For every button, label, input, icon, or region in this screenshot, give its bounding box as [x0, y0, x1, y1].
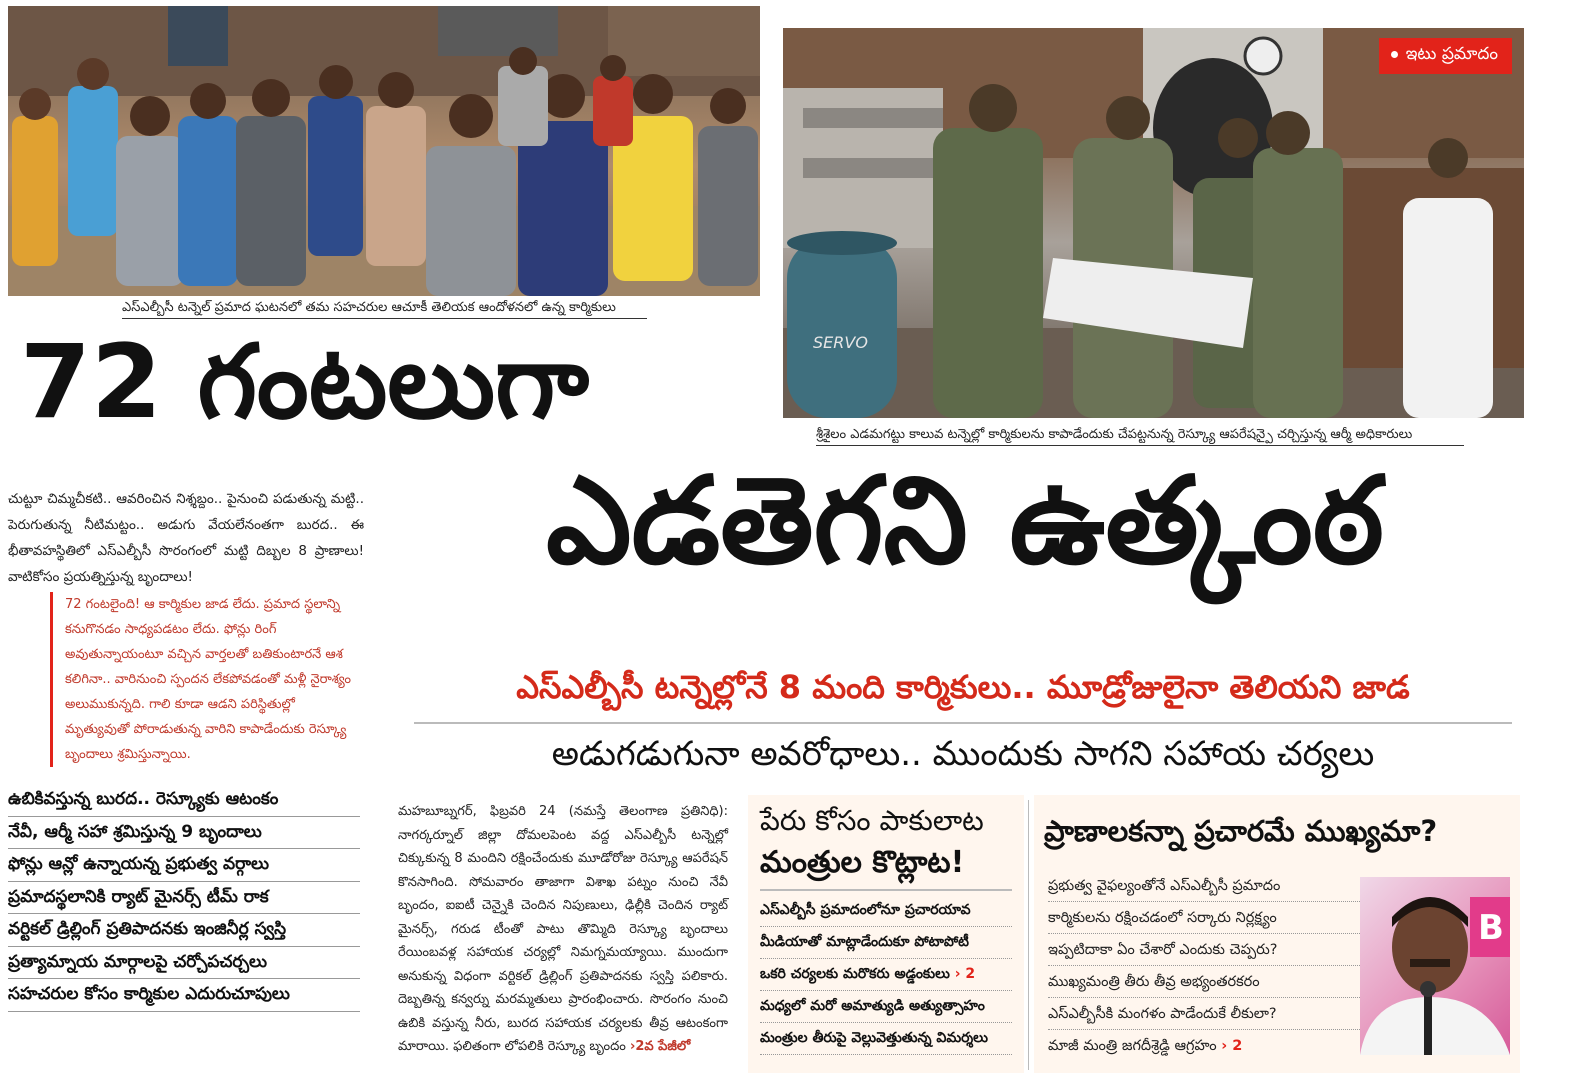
key-points-list: [8, 784, 360, 1012]
ministers-box-item: మీడియాతో మాట్లాడేందుకూ పోటాపోటీ: [760, 927, 1012, 959]
continued-link[interactable]: ›2వ పేజీలో: [630, 1039, 691, 1054]
bullet-icon: [1391, 51, 1398, 58]
subheadline-black: అడుగడుగునా అవరోధాలు.. ముందుకు సాగని సహాయ చర్యలు: [551, 734, 1375, 774]
headline-line2: ఎడతెగని ఉత్కంఠ: [546, 452, 1384, 591]
intro-paragraph: చుట్టూ చిమ్మచీకటి.. ఆవరించిన నిశ్శబ్దం.. పైనుంచి పడుతున్న మట్టి.. పెరుగుతున్న నీటిమట్టం.. అడుగు వేయలేనంతగా బురద.. ఈ భీతావహస్థితిలో ఎస్ఎల్బీసీ సొరంగంలో మట్టి దిబ్బల 8 ప్రాణాలు! వాటికోసం ప్రయత్నిస్తున్న బృందాలు!: [8, 491, 364, 585]
opposition-box-item: కార్మికులను రక్షించడంలో సర్కారు నిర్లక్ష్యం: [1048, 903, 1362, 934]
key-point: ఉబికివస్తున్న బురద.. రెస్క్యూకు ఆటంకం: [8, 784, 360, 817]
headline-line1: 72 గంటలుగా: [20, 323, 589, 442]
article-body: [398, 800, 728, 1059]
section-badge-label: ఇటు ప్రమాదం: [1405, 44, 1498, 64]
opposition-box: [1034, 795, 1520, 1073]
opposition-box-item: మాజీ మంత్రి జగదీశ్రెడ్డి ఆగ్రహం › 2: [1048, 1038, 1243, 1054]
ministers-box-item: మధ్యలో మరో అమాత్యుడి అత్యుత్సాహం: [760, 991, 1012, 1023]
drum-label: SERVO: [813, 333, 868, 352]
workers-crowd-illustration: [8, 6, 760, 296]
ministers-box-item: మంత్రుల తీరుపై వెల్లువెత్తుతున్న విమర్శలు: [760, 1023, 1012, 1055]
subheadline-red: ఎస్ఎల్బీసీ టన్నెల్లోనే 8 మంది కార్మికులు.. మూడ్రోజులైనా తెలియని జాడ: [414, 668, 1512, 724]
svg-text:B: B: [1478, 908, 1504, 948]
key-point: ఫోన్లు ఆన్లో ఉన్నాయన్న ప్రభుత్వ వర్గాలు: [8, 849, 360, 882]
photo1-caption: ఎస్ఎల్బీసీ టన్నెల్ ప్రమాద ఘటనలో తమ సహచరుల ఆచూకీ తెలియక ఆందోళనలో ఉన్న కార్మికులు: [122, 300, 647, 319]
workers-protest-photo: [8, 6, 760, 296]
ministers-box-item: ఒకరి చర్యలకు మరొకరు అడ్డంకులు › 2: [760, 959, 1012, 991]
ministers-box-title2: మంత్రుల కొట్లాట!: [760, 841, 1012, 891]
key-point: నేవీ, ఆర్మీ సహా శ్రమిస్తున్న 9 బృందాలు: [8, 817, 360, 850]
key-point: ప్రమాదస్థలానికి ర్యాట్ మైనర్స్ టీమ్ రాక: [8, 882, 360, 915]
photo2-caption: శ్రీశైలం ఎడమగట్టు కాలువ టన్నెల్లో కార్మికులను కాపాడేందుకు చేపట్టనున్న రెస్క్యూ ఆపరేషన్పై చర్చిస్తున్న ఆర్మీ అధికారులు: [816, 427, 1464, 446]
ministers-box-item: ఎస్ఎల్బీసీ ప్రమాదంలోనూ ప్రచారయావ: [760, 895, 1012, 927]
key-point: వర్టికల్ డ్రిల్లింగ్ ప్రతిపాదనకు ఇంజినీర్ల స్వస్తి: [8, 914, 360, 947]
opposition-box-item: ఇప్పటిదాకా ఏం చేశారో ఎందుకు చెప్పరు?: [1048, 935, 1362, 966]
opposition-box-item: ప్రభుత్వ వైఫల్యంతోనే ఎస్ఎల్బీసీ ప్రమాదం: [1048, 871, 1362, 902]
key-point: ప్రత్యామ్నాయ మార్గాలపై చర్చోపచర్చలు: [8, 947, 360, 980]
page-ref[interactable]: › 2: [954, 966, 976, 982]
leader-portrait: [1360, 877, 1510, 1055]
highlight-paragraph: 72 గంటలైంది! ఆ కార్మికుల జాడ లేదు. ప్రమాద స్థలాన్ని కనుగొనడం సాధ్యపడటం లేదు. ఫోన్లు రింగ్ అవుతున్నాయంటూ వచ్చిన వార్తలతో బతికుంటారనే ఆశ కలిగినా.. వారినుంచి స్పందన లేకపోవడంతో మళ్లీ నైరాశ్యం అలుముకున్నది. గాలి కూడా ఆడని పరిస్థితుల్లో మృత్యువుతో పోరాడుతున్న వారిని కాపాడేందుకు రెస్క్యూ బృందాలు శ్రమిస్తున్నాయి.: [50, 592, 362, 767]
opposition-box-item: ముఖ్యమంత్రి తీరు తీవ్ర అభ్యంతరకరం: [1048, 967, 1362, 998]
section-badge: [1379, 38, 1512, 74]
opposition-box-item: ఎస్ఎల్బీసీకి మంగళం పాడేందుకే లీకులా?: [1048, 999, 1362, 1030]
army-officials-illustration: [783, 28, 1524, 418]
opposition-box-title: ప్రాణాలకన్నా ప్రచారమే ముఖ్యమా?: [1044, 814, 1438, 848]
page-ref[interactable]: › 2: [1221, 1038, 1243, 1054]
army-officials-photo: [783, 28, 1524, 418]
ministers-box-title1: పేరు కోసం పాకులాట: [760, 804, 984, 837]
leader-portrait-illustration: [1360, 877, 1510, 1055]
key-point: సహచరుల కోసం కార్మికుల ఎదురుచూపులు: [8, 979, 360, 1012]
column-divider: [1028, 800, 1029, 1070]
article-body-text: మహబూబ్నగర్, ఫిబ్రవరి 24 (నమస్తే తెలంగాణ ప్రతినిధి): నాగర్కర్నూల్ జిల్లా దోమలపెంట వద్ద ఎస్ఎల్బీసీ టన్నెల్లో చిక్కుకున్న 8 మందిని రక్షించేందుకు మూడోరోజు రెస్క్యూ ఆపరేషన్ కొనసాగింది. సోమవారం తాజాగా విశాఖ పట్నం నుంచి నేవీ బృందం, ఐఐటీ చెన్నైకి చెందిన నిపుణులు, ఢిల్లీకి చెందిన ర్యాట్ మైనర్స్, గరుడ టీంతో పాటు తొమ్మిది రెస్క్యూ బృందాలు రేయింబవళ్ల సహాయక చర్యల్లో నిమగ్నమయ్యాయి. ముందుగా అనుకున్న విధంగా వర్టికల్ డ్రిల్లింగ్ ప్రతిపాదనకు స్వస్తి పలికారు. దెబ్బతిన్న కన్వర్ను మరమ్మతులు ప్రారంభించారు. సొరంగం నుంచి ఉబికి వస్తున్న నీరు, బురద సహాయక చర్యలకు తీవ్ర ఆటంకంగా మారాయి. ఫలితంగా లోపలికి రెస్క్యూ బృందం: [398, 804, 728, 1054]
ministers-box: [748, 795, 1024, 1073]
